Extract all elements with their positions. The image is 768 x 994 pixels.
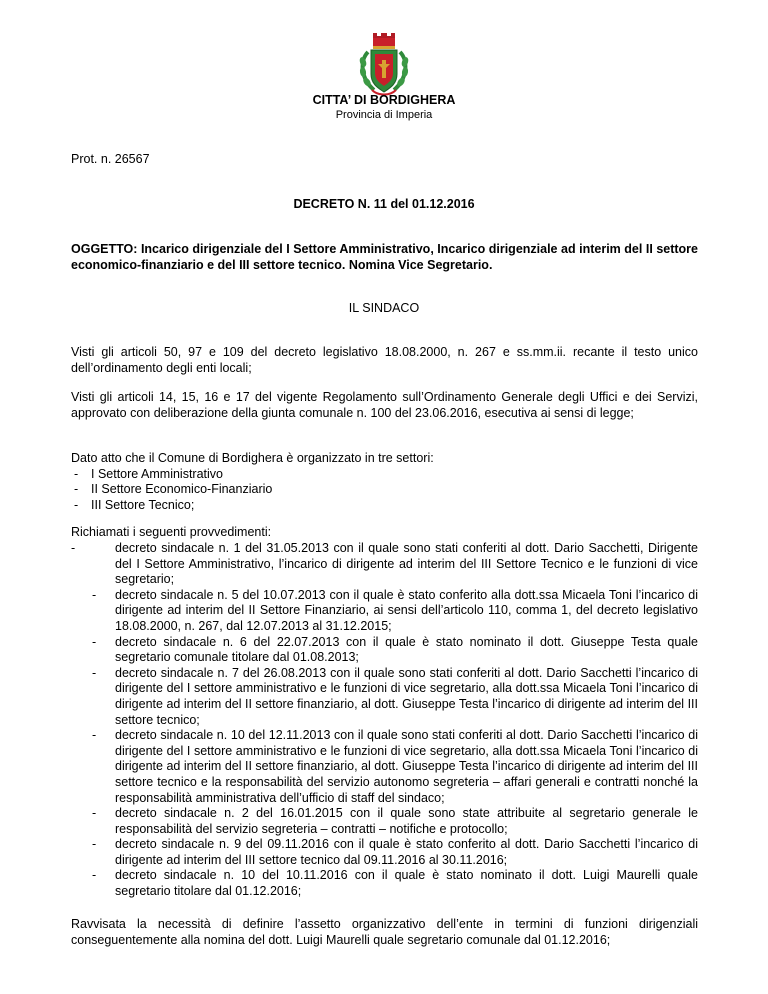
list-item: - I Settore Amministrativo bbox=[71, 467, 698, 483]
list-item: - decreto sindacale n. 2 del 16.01.2015 con il quale sono state attribuite al segretario generale le responsabilità del servizio segreteria – contratti – notifiche e protocollo; bbox=[71, 806, 698, 837]
list-item: - decreto sindacale n. 9 del 09.11.2016 con il quale è stato conferito al dott. Dario Sacchetti l’incarico di dirigente ad interim del III settore tecnico dal 09.11.2016 al 30.11.2016; bbox=[71, 837, 698, 868]
list-item: - decreto sindacale n. 5 del 10.07.2013 con il quale è stato conferito alla dott.ssa Micaela Toni l’incarico di dirigente ad interim del II Settore Finanziario, ai sensi dell’articolo 110, comma 1, del decreto legislativo 18.08.2000, n. 267, dal 12.07.2013 al 31.12.2015; bbox=[71, 588, 698, 635]
list-item: - II Settore Economico-Finanziario bbox=[71, 482, 698, 498]
subject-paragraph: OGGETTO: Incarico dirigenziale del I Settore Amministrativo, Incarico dirigenziale ad interim del II settore economico-finanziario e del III settore tecnico. Nomina Vice Segretario. bbox=[71, 242, 698, 272]
city-name: CITTA’ DI BORDIGHERA bbox=[312, 93, 456, 107]
decree-title: DECRETO N. 11 del 01.12.2016 bbox=[293, 197, 475, 211]
visti-paragraph-2: Visti gli articoli 14, 15, 16 e 17 del vigente Regolamento sull’Ordinamento Generale degli Uffici e dei Servizi, approvato con deliberazione della giunta comunale n. 100 del 23.06.2016, esecutiva ai sensi di legge; bbox=[71, 390, 698, 420]
visti-paragraph-1: Visti gli articoli 50, 97 e 109 del decreto legislativo 18.08.2000, n. 267 e ss.mm.ii. recante il testo unico dell’ordinamento degli enti locali; bbox=[71, 345, 698, 375]
sectors-list bbox=[71, 467, 698, 514]
list-item: - decreto sindacale n. 6 del 22.07.2013 con il quale è stato nominato il dott. Giuseppe Testa quale segretario comunale titolare dal 01.08.2013; bbox=[71, 635, 698, 666]
list-item: - decreto sindacale n. 10 del 12.11.2013 con il quale sono stati conferiti al dott. Dario Sacchetti l’incarico di dirigente del I settore amministrativo e le funzioni di vice segretario, alla dott.ssa Micaela Toni l’incarico di dirigente ad interim del II settore finanziario, al dott. Giuseppe Testa l’incarico di dirigente ad interim del III settore tecnico e la responsabilità del servizio autonomo segreteria – affari generali e contratti nonché la responsabilità amministrativa dell’ufficio di staff del sindaco; bbox=[71, 728, 698, 806]
ravvisata-paragraph: Ravvisata la necessità di definire l’assetto organizzativo dell’ente in termini di funzioni dirigenziali conseguentemente alla nomina del dott. Luigi Maurelli quale segretario comunale dal 01.12.2016; bbox=[71, 917, 698, 947]
protocol-number: Prot. n. 26567 bbox=[71, 152, 150, 166]
sectors-block bbox=[71, 451, 698, 513]
richiamati-paragraph: Richiamati i seguenti provvedimenti: bbox=[71, 525, 272, 539]
list-item: - decreto sindacale n. 10 del 10.11.2016 con il quale è stato nominato il dott. Luigi Maurelli quale segretario titolare dal 01.12.2016; bbox=[71, 868, 698, 899]
list-item: - decreto sindacale n. 7 del 26.08.2013 con il quale sono stati conferiti al dott. Dario Sacchetti l’incarico di dirigente del I settore amministrativo e le funzioni di vice segretario, alla dott.ssa Micaela Toni l’incarico di dirigente ad interim del II settore finanziario, al dott. Giuseppe Testa l’incarico di dirigente ad interim del III settore tecnico; bbox=[71, 666, 698, 728]
provisions-list bbox=[71, 541, 698, 900]
mayor-heading: IL SINDACO bbox=[348, 301, 420, 315]
dato-atto-paragraph: Dato atto che il Comune di Bordighera è organizzato in tre settori: bbox=[71, 451, 434, 465]
province-name: Provincia di Imperia bbox=[335, 109, 433, 121]
coat-of-arms-icon bbox=[354, 30, 414, 98]
list-item: - III Settore Tecnico; bbox=[71, 498, 698, 514]
list-item: - decreto sindacale n. 1 del 31.05.2013 con il quale sono stati conferiti al dott. Dario Sacchetti, Dirigente del I Settore Amministrativo, l’incarico di dirigente ad interim del III Settore Tecnico e le funzioni di vice segretario; bbox=[71, 541, 698, 588]
